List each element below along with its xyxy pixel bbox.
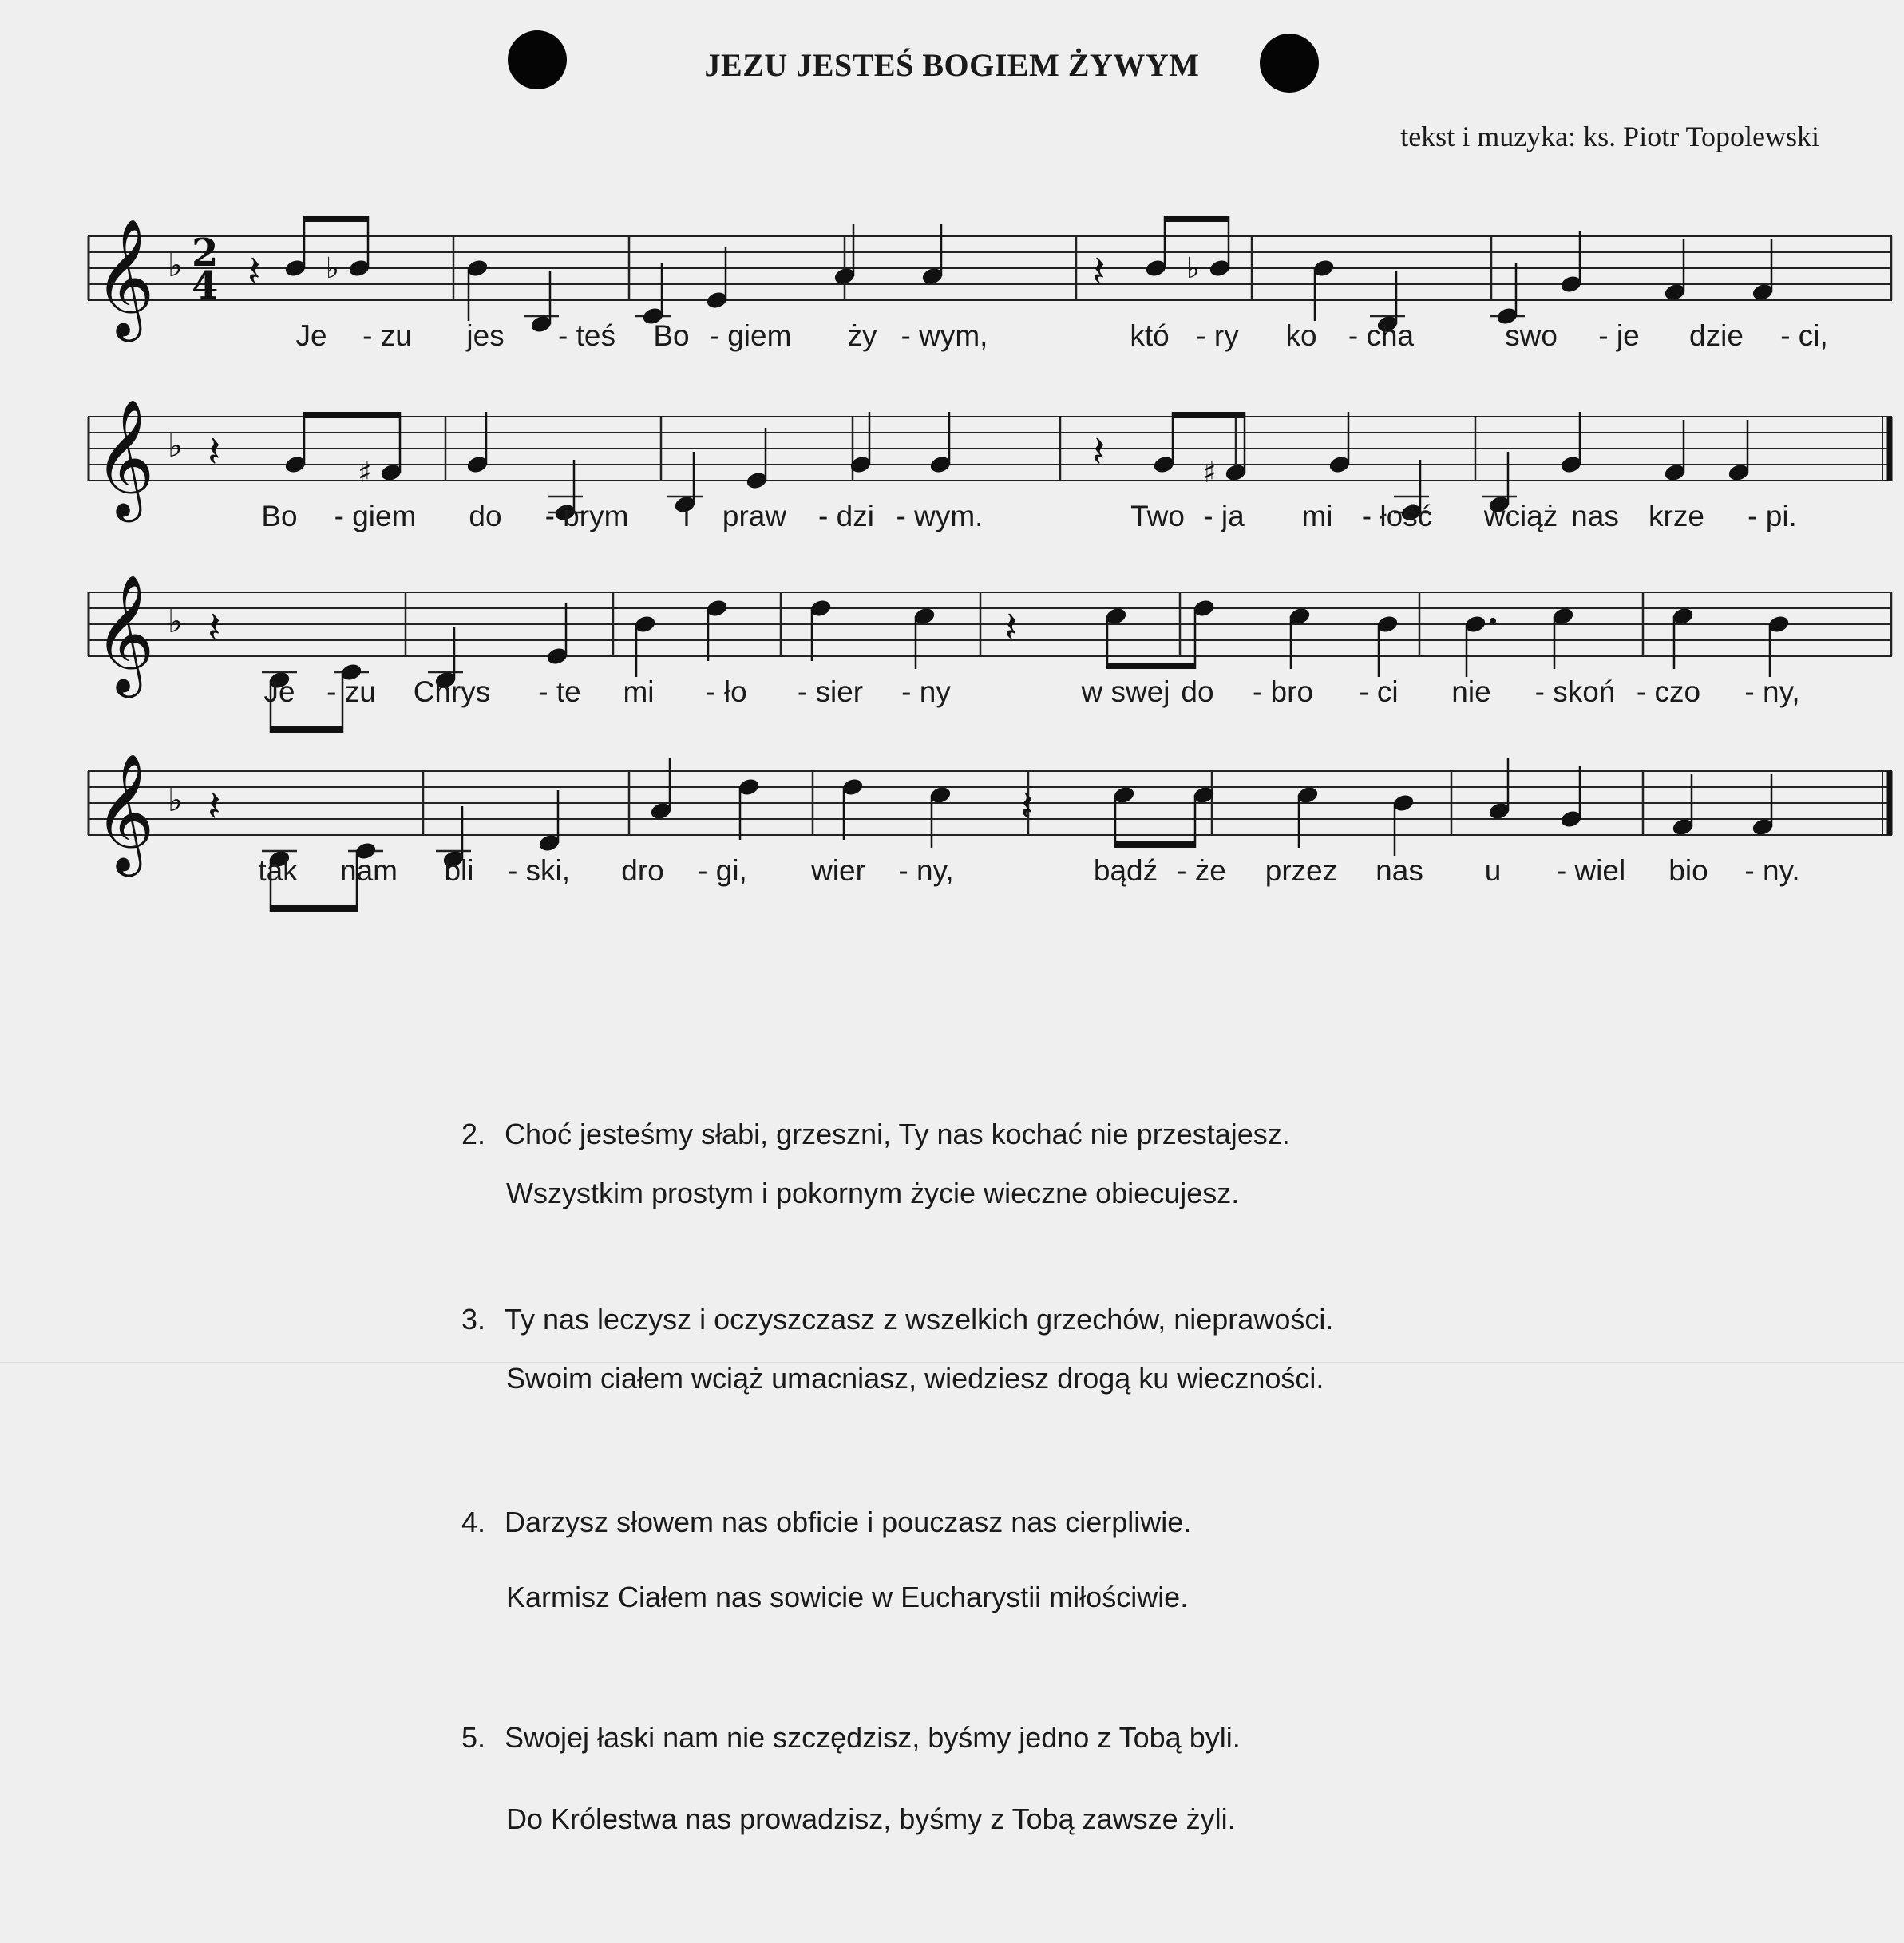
- key-signature-flat: ♭: [168, 247, 183, 284]
- lyric-syllable: - zu: [327, 675, 376, 708]
- treble-clef: 𝄞: [94, 753, 155, 872]
- lyric-syllable: - ci: [1359, 675, 1399, 708]
- lyric-syllable: Je: [295, 319, 327, 352]
- sharp-accidental: ♯: [358, 457, 372, 489]
- verse-line: Ty nas leczysz i oczyszczasz z wszelkich grzechów, nieprawości.: [505, 1303, 1334, 1336]
- lyric-syllable: - pi.: [1748, 500, 1797, 532]
- eighth-beam: [1114, 841, 1196, 848]
- key-signature-flat: ♭: [168, 603, 183, 640]
- quarter-rest: 𝄽: [1092, 246, 1106, 296]
- lyric-syllable: swo: [1505, 319, 1558, 352]
- music-system-1: [88, 208, 1892, 367]
- flat-accidental: ♭: [326, 252, 339, 285]
- lyric-syllable: Chrys: [413, 675, 491, 708]
- verse-3: [461, 1303, 1334, 1395]
- verse-line: Darzysz słowem nas obficie i pouczasz nas cierpliwie.: [505, 1506, 1192, 1538]
- lyric-syllable: - ski,: [507, 854, 571, 887]
- eighth-beam: [303, 216, 369, 222]
- lyric-syllable: dzie: [1689, 319, 1744, 352]
- lyric-syllable: - cha: [1348, 319, 1415, 352]
- lyric-syllable: praw: [722, 500, 787, 532]
- lyric-syllable: - ny,: [1744, 675, 1800, 708]
- lyric-syllable: nie: [1451, 675, 1491, 708]
- verse-5: [461, 1721, 1241, 1835]
- verse-2: [461, 1118, 1290, 1209]
- lyric-syllable: - gi,: [698, 854, 747, 887]
- lyric-syllable: ko: [1285, 319, 1317, 352]
- sharp-accidental: ♯: [1202, 457, 1217, 489]
- verse-line: Swojej łaski nam nie szczędzisz, byśmy jedno z Tobą byli.: [505, 1721, 1241, 1754]
- lyric-syllable: w swej: [1081, 675, 1170, 708]
- lyric-syllable: Two: [1130, 500, 1185, 532]
- verse-line: Swoim ciałem wciąż umacniasz, wiedziesz drogą ku wieczności.: [506, 1362, 1324, 1395]
- lyric-syllable: i: [683, 500, 691, 532]
- quarter-rest: 𝄽: [208, 426, 221, 477]
- lyric-syllable: Je: [263, 675, 295, 708]
- verse-line: Do Królestwa nas prowadzisz, byśmy z Tobą zawsze żyli.: [506, 1803, 1236, 1835]
- song-title: JEZU JESTEŚ BOGIEM ŻYWYM: [704, 47, 1200, 83]
- lyric-syllable: nam: [340, 854, 398, 887]
- lyric-syllable: - że: [1177, 854, 1226, 887]
- lyric-syllable: - sier: [797, 675, 864, 708]
- lyric-syllable: któ: [1130, 319, 1170, 352]
- lyric-syllable: - ny.: [1744, 854, 1800, 887]
- eighth-beam: [270, 905, 358, 912]
- lyric-syllable: wier: [811, 854, 865, 887]
- verse-number: 4.: [461, 1506, 486, 1538]
- lyric-syllable: - giem: [709, 319, 792, 352]
- lyric-syllable: tak: [258, 854, 298, 887]
- lyric-syllable: - te: [538, 675, 581, 708]
- lyric-syllable: do: [469, 500, 502, 532]
- music-system-2: [88, 388, 1892, 548]
- verse-number: 5.: [461, 1721, 486, 1754]
- lyric-syllable: u: [1484, 854, 1502, 887]
- lyric-syllable: - ło: [706, 675, 747, 708]
- lyric-syllable: jes: [466, 319, 505, 352]
- lyric-syllable: - wiel: [1556, 854, 1626, 887]
- lyric-syllable: - czo: [1636, 675, 1701, 708]
- lyric-syllable: - je: [1598, 319, 1640, 352]
- lyric-syllable: do: [1181, 675, 1214, 708]
- eighth-beam: [303, 412, 401, 418]
- lyric-syllable: mi: [623, 675, 655, 708]
- lyric-syllable: ży: [847, 319, 877, 352]
- lyric-syllable: - brym: [544, 500, 629, 532]
- lyric-syllable: - ja: [1203, 500, 1245, 532]
- music-system-4: [88, 742, 1892, 902]
- verse-line: Karmisz Ciałem nas sowicie w Eucharystii miłościwie.: [506, 1581, 1189, 1613]
- quarter-rest: 𝄽: [208, 781, 221, 831]
- lyric-syllable: wciąż: [1483, 500, 1558, 532]
- lyric-syllable: - wym,: [901, 319, 988, 352]
- lyric-syllable: przez: [1265, 854, 1338, 887]
- verse-line: Choć jesteśmy słabi, grzeszni, Ty nas kochać nie przestajesz.: [505, 1118, 1290, 1150]
- eighth-beam: [270, 726, 343, 733]
- lyric-syllable: - bro: [1252, 675, 1314, 708]
- eighth-beam: [1172, 412, 1245, 418]
- lyric-syllable: - ci,: [1780, 319, 1828, 352]
- lyric-syllable: - teś: [558, 319, 616, 352]
- lyric-syllable: - ny: [901, 675, 951, 708]
- treble-clef: 𝄞: [94, 398, 155, 517]
- key-signature-flat: ♭: [168, 782, 183, 819]
- eighth-beam: [1164, 216, 1229, 222]
- quarter-rest: 𝄽: [1020, 781, 1034, 831]
- verse-number: 2.: [461, 1118, 486, 1150]
- lyric-syllable: - skoń: [1534, 675, 1616, 708]
- verse-number: 3.: [461, 1303, 486, 1336]
- lyric-syllable: - ry: [1196, 319, 1239, 352]
- lyric-syllable: - łość: [1361, 500, 1433, 532]
- verse-4: [461, 1506, 1192, 1613]
- lyric-syllable: - wym.: [896, 500, 984, 532]
- music-system-3: [88, 564, 1892, 723]
- quarter-rest: 𝄽: [1004, 602, 1018, 652]
- lyric-syllable: Bo: [261, 500, 298, 532]
- lyric-syllable: dro: [621, 854, 664, 887]
- quarter-rest: 𝄽: [208, 602, 221, 652]
- lyric-syllable: nas: [1571, 500, 1619, 532]
- lyric-syllable: bli: [444, 854, 474, 887]
- lyric-syllable: mi: [1301, 500, 1333, 532]
- lyric-syllable: - dzi: [818, 500, 874, 532]
- credit-line: tekst i muzyka: ks. Piotr Topolewski: [1400, 121, 1819, 152]
- time-signature-top: 2: [192, 231, 219, 275]
- key-signature-flat: ♭: [168, 428, 183, 465]
- eighth-beam: [1106, 663, 1196, 669]
- verse-line: Wszystkim prostym i pokornym życie wieczne obiecujesz.: [506, 1177, 1240, 1209]
- treble-clef: 𝄞: [94, 574, 155, 693]
- quarter-rest: 𝄽: [1092, 426, 1106, 477]
- augmentation-dot: [1490, 618, 1496, 624]
- lyric-syllable: bio: [1668, 854, 1708, 887]
- lyric-syllable: - zu: [362, 319, 412, 352]
- quarter-rest: 𝄽: [247, 246, 261, 296]
- lyric-syllable: nas: [1376, 854, 1423, 887]
- lyric-syllable: Bo: [653, 319, 690, 352]
- lyric-syllable: - ny,: [898, 854, 954, 887]
- flat-accidental: ♭: [1186, 252, 1200, 285]
- lyric-syllable: bądź: [1093, 854, 1158, 887]
- lyric-syllable: krze: [1649, 500, 1704, 532]
- treble-clef: 𝄞: [94, 218, 155, 337]
- time-signature-bottom: 4: [192, 263, 219, 308]
- lyric-syllable: - giem: [334, 500, 417, 532]
